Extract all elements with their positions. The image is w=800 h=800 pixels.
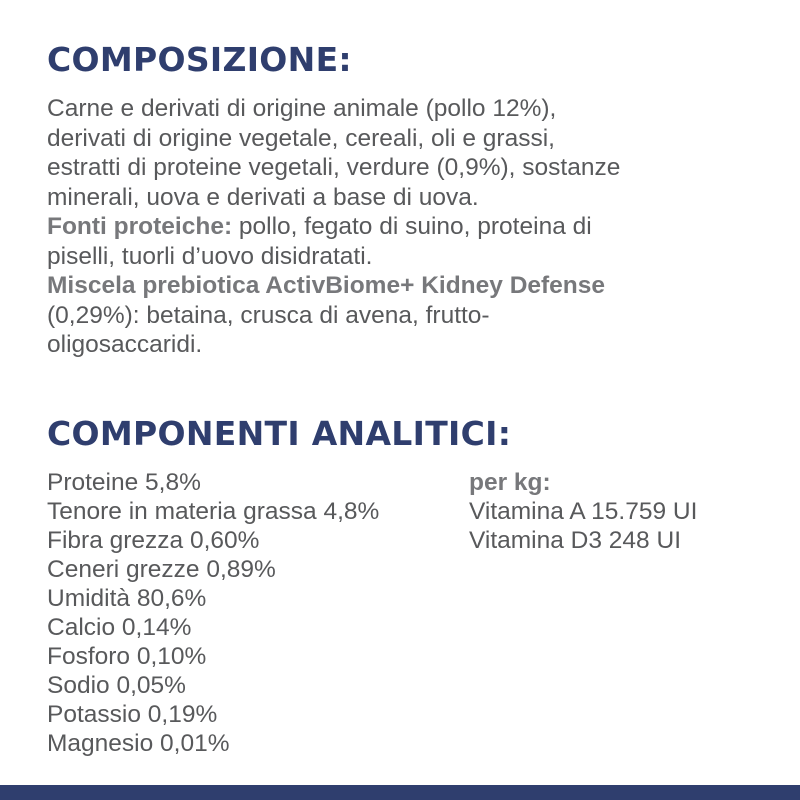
per-kg-item: Vitamina D3 248 UI bbox=[469, 527, 681, 554]
analytical-item: Ceneri grezze 0,89% bbox=[47, 556, 276, 583]
analytical-item: Magnesio 0,01% bbox=[47, 730, 230, 757]
analytical-item: Tenore in materia grassa 4,8% bbox=[47, 498, 380, 525]
analytical-list bbox=[47, 468, 379, 758]
analytical-heading: COMPONENTI ANALITICI: bbox=[47, 414, 512, 453]
prebiotic-line: (0,29%): betaina, crusca di avena, frutto- bbox=[47, 301, 490, 329]
protein-sources-text: pollo, fegato di suino, proteina di bbox=[232, 213, 592, 240]
composition-heading: COMPOSIZIONE: bbox=[47, 40, 352, 79]
bottom-bar bbox=[0, 785, 800, 800]
analytical-item: Potassio 0,19% bbox=[47, 701, 218, 728]
analytical-item: Umidità 80,6% bbox=[47, 585, 207, 612]
analytical-item: Fosforo 0,10% bbox=[47, 643, 207, 670]
analytical-item: Sodio 0,05% bbox=[47, 672, 186, 699]
analytical-item: Proteine 5,8% bbox=[47, 469, 201, 496]
analytical-item: Fibra grezza 0,60% bbox=[47, 527, 260, 554]
protein-sources-line: piselli, tuorli d’uovo disidratati. bbox=[47, 242, 373, 270]
prebiotic-line: oligosaccaridi. bbox=[47, 331, 203, 358]
per-kg-list bbox=[469, 468, 697, 555]
per-kg-item: Vitamina A 15.759 UI bbox=[469, 498, 698, 525]
per-kg-label: per kg: bbox=[469, 469, 551, 496]
prebiotic-label: Miscela prebiotica ActivBiome+ Kidney Defense bbox=[47, 272, 606, 299]
composition-line: Carne e derivati di origine animale (pollo 12%), bbox=[47, 95, 557, 122]
analytical-item: Calcio 0,14% bbox=[47, 614, 192, 641]
composition-line: estratti di proteine vegetali, verdure (0,9%), sostanze bbox=[47, 154, 621, 181]
composition-line: minerali, uova e derivati a base di uova. bbox=[47, 183, 479, 211]
protein-sources-label: Fonti proteiche: bbox=[47, 213, 233, 240]
composition-text bbox=[47, 94, 777, 360]
protein-sources-line bbox=[47, 212, 777, 242]
composition-line: derivati di origine vegetale, cereali, oli e grassi, bbox=[47, 124, 555, 152]
